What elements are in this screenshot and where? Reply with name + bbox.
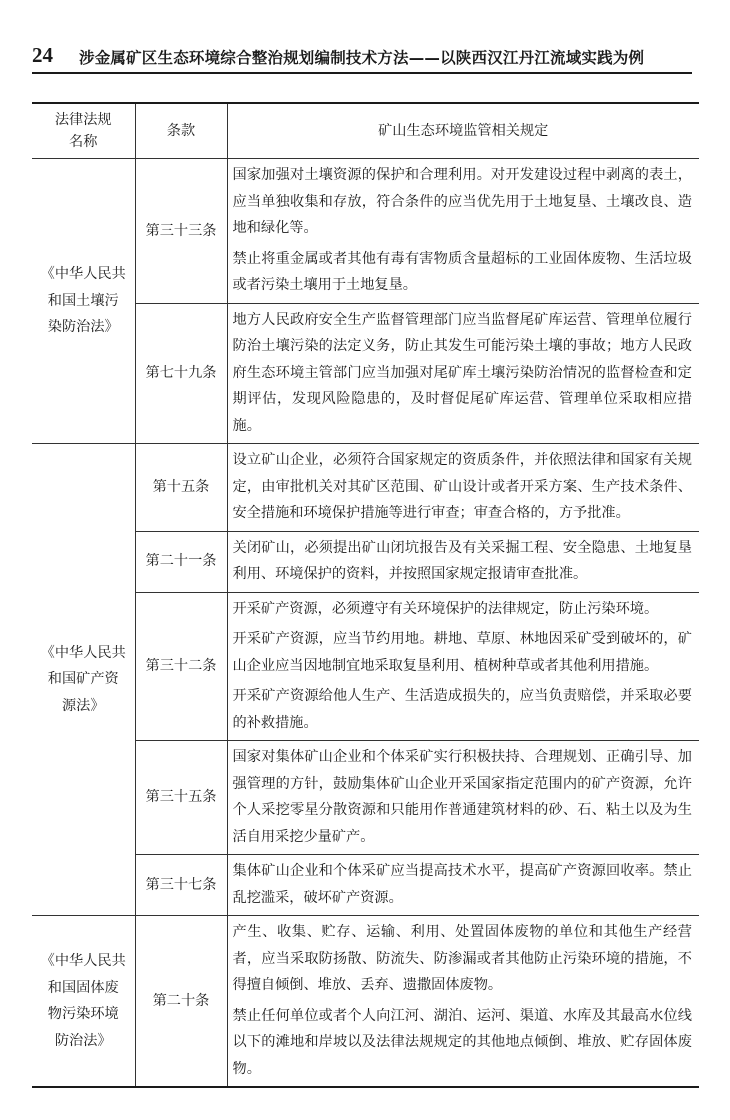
regulation-header: 矿山生态环境监管相关规定: [227, 103, 699, 159]
regulation-cell: [227, 303, 699, 444]
regulation-paragraph: 地方人民政府安全生产监督管理部门应当监督尾矿库运营、管理单位履行防治土壤污染的法定义务，防止其发生可能污染土壤的事故；地方人民政府生态环境主管部门应当加强对尾矿库土壤污染防治情况的监督检查和定期评估，发现风险隐患的，及时督促尾矿库运营、管理单位采取相应措施。: [232, 311, 692, 434]
regulation-paragraph: 关闭矿山，必须提出矿山闭坑报告及有关采掘工程、安全隐患、土地复垦利用、环境保护的资料，并按照国家规定报请审查批准。: [232, 539, 692, 582]
regulation-table: [32, 102, 699, 1088]
regulation-cell: [227, 531, 699, 592]
law-name-cell: [32, 444, 135, 916]
law-name-cell: [32, 159, 135, 444]
regulation-cell: [227, 444, 699, 532]
regulation-paragraph: 设立矿山企业，必须符合国家规定的资质条件，并依照法律和国家有关规定，由审批机关对其矿区范围、矿山设计或者开采方案、生产技术条件、安全措施和环境保护措施等进行审查；审查合格的，方予批准。: [232, 452, 692, 521]
regulation-paragraph: 产生、收集、贮存、运输、利用、处置固体废物的单位和其他生产经营者，应当采取防扬散、防流失、防渗漏或者其他防止污染环境的措施，不得擅自倾倒、堆放、丢弃、遗撒固体废物。: [232, 924, 692, 993]
law-name-line: 《中华人民共: [40, 644, 126, 661]
law-name-line: 和国矿产资: [47, 671, 119, 688]
clause-cell: 第二十条: [135, 916, 227, 1088]
regulation-cell: [227, 855, 699, 916]
law-name-line: 《中华人民共: [40, 953, 126, 969]
law-name-line: 染防治法》: [47, 319, 119, 336]
regulation-paragraph: 集体矿山企业和个体采矿应当提高技术水平，提高矿产资源回收率。禁止乱挖滥采，破坏矿产资源。: [232, 863, 692, 906]
law-name-line: 《中华人民共: [40, 266, 126, 283]
regulation-paragraph: 开采矿产资源，必须遵守有关环境保护的法律规定，防止污染环境。: [232, 600, 659, 617]
regulation-paragraph: 国家对集体矿山企业和个体采矿实行积极扶持、合理规划、正确引导、加强管理的方针，鼓励集体矿山企业开采国家指定范围内的矿产资源，允许个人采挖零星分散资源和只能用作普通建筑材料的砂、石、粘土以及为生活自用采挖少量矿产。: [232, 749, 692, 845]
page-number: 24: [32, 43, 53, 67]
clause-cell: 第二十一条: [135, 531, 227, 592]
regulation-cell: [227, 741, 699, 855]
clause-cell: 第七十九条: [135, 303, 227, 444]
law-name-cell: [32, 916, 135, 1088]
page-header: [32, 38, 692, 74]
regulation-cell: [227, 159, 699, 304]
law-name-line: 和国土壤污: [47, 292, 119, 309]
law-name-line: 物污染环境: [47, 1006, 119, 1022]
regulation-paragraph: 禁止将重金属或者其他有毒有害物质含量超标的工业固体废物、生活垃圾或者污染土壤用于土地复垦。: [232, 250, 692, 293]
regulation-paragraph: 开采矿产资源，应当节约用地。耕地、草原、林地因采矿受到破坏的，矿山企业应当因地制宜地采取复垦利用、植树种草或者其他利用措施。: [232, 631, 692, 674]
law-name-header-line: 名称: [69, 134, 98, 150]
clause-cell: 第三十五条: [135, 741, 227, 855]
clause-cell: 第三十二条: [135, 592, 227, 741]
table-header-row: [32, 103, 699, 159]
clause-cell: 第三十三条: [135, 159, 227, 304]
regulation-cell: [227, 592, 699, 741]
table-row: [32, 159, 699, 304]
running-title: 涉金属矿区生态环境综合整治规划编制技术方法——以陕西汉江丹江流域实践为例: [79, 48, 645, 67]
clause-cell: 第三十七条: [135, 855, 227, 916]
regulation-paragraph: 禁止任何单位或者个人向江河、湖泊、运河、渠道、水库及其最高水位线以下的滩地和岸坡以及法律法规规定的其他地点倾倒、堆放、贮存固体废物。: [232, 1007, 692, 1077]
law-name-line: 源法》: [61, 697, 105, 714]
regulation-paragraph: 开采矿产资源给他人生产、生活造成损失的，应当负责赔偿，并采取必要的补救措施。: [232, 688, 692, 731]
clause-header: 条款: [135, 103, 227, 159]
regulation-cell: [227, 916, 699, 1088]
law-name-header-line: 法律法规: [54, 112, 112, 128]
law-name-header: [32, 103, 135, 159]
law-name-line: 和国固体废: [47, 979, 119, 996]
table-row: [32, 916, 699, 1088]
table-row: [32, 444, 699, 532]
regulation-paragraph: 国家加强对土壤资源的保护和合理利用。对开发建设过程中剥离的表土，应当单独收集和存放，符合条件的应当优先用于土地复垦、土壤改良、造地和绿化等。: [232, 167, 692, 236]
law-name-line: 防治法》: [54, 1032, 112, 1049]
clause-cell: 第十五条: [135, 444, 227, 532]
